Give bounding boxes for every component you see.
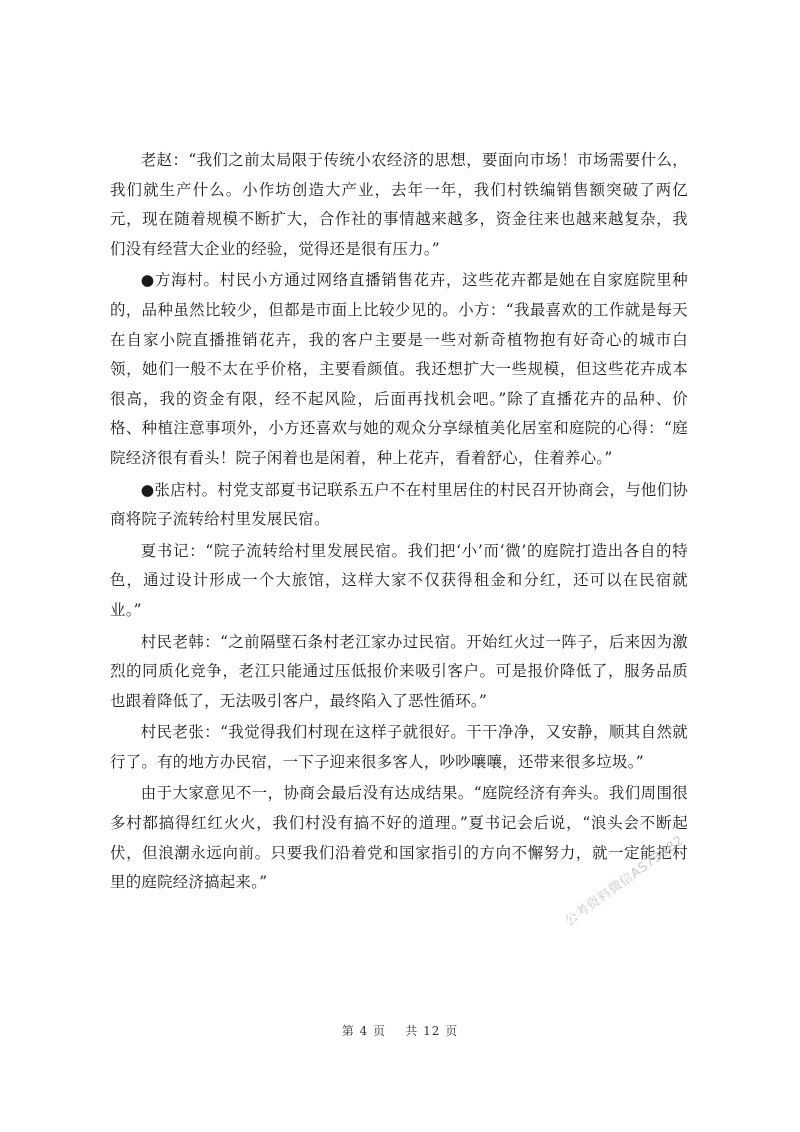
paragraph-villager-laohan: 村民老韩：“之前隔壁石条村老江家办过民宿。开始红火过一阵子，后来因为激烈的同质化竞争，老江只能通过压低报价来吸引客户。可是报价降低了，服务品质也跟着降低了，无法吸引客户，最终陷入了恶性循环。” bbox=[110, 632, 688, 710]
paragraph-fanghai-village: ●方海村。村民小方通过网络直播销售花卉，这些花卉都是她在自家庭院里种的，品种虽然比较少，但都是市面上比较少见的。小方：“我最喜欢的工作就是每天在自家小院直播推销花卉，我的客户主要是一些对新奇植物抱有好奇心的城市白领，她们一般不太在乎价格，主要看颜值。我还想扩大一些规模，但这些花卉成本很高，我的资金有限，经不起风险，后面再找机会吧。”除了直播花卉的品种、价格、种植注意事项外，小方还喜欢与她的观众分享绿植美化居室和庭院的心得：“庭院经济很有看头！院子闲着也是闲着，种上花卉，看着舒心，住着养心。” bbox=[110, 271, 688, 467]
paragraph-conclusion: 由于大家意见不一，协商会最后没有达成结果。“庭院经济有奔头。我们周围很多村都搞得红红火火，我们村没有搞不好的道理。”夏书记会后说，“浪头会不断起伏，但浪潮永远向前。只要我们沿着党和国家指引的方向不懈努力，就一定能把村里的庭院经济搞起来。” bbox=[110, 784, 688, 892]
paragraph-secretary-xia: 夏书记：“院子流转给村里发展民宿。我们把‘小’而‘微’的庭院打造出各自的特色，通过设计形成一个大旅馆，这样大家不仅获得租金和分红，还可以在民宿就业。” bbox=[110, 541, 688, 619]
watermark: 公考资料微信AS73982 bbox=[562, 833, 687, 930]
document-body bbox=[110, 146, 688, 900]
paragraph-laozhao: 老赵：“我们之前太局限于传统小农经济的思想，要面向市场！市场需要什么，我们就生产什么。小作坊创造大产业，去年一年，我们村铁编销售额突破了两亿元，现在随着规模不断扩大，合作社的事情越来越多，资金往来也越来越复杂，我们没有经营大企业的经验，觉得还是很有压力。” bbox=[110, 151, 688, 258]
page-number-footer bbox=[0, 1022, 800, 1039]
paragraph-villager-laozhang: 村民老张：“我觉得我们村现在这样子就很好。干干净净，又安静，顺其自然就行了。有的地方办民宿，一下子迎来很多客人，吵吵嚷嚷，还带来很多垃圾。” bbox=[110, 723, 688, 771]
paragraph-zhangdian-village: ●张店村。村党支部夏书记联系五户不在村里居住的村民召开协商会，与他们协商将院子流转给村里发展民宿。 bbox=[110, 480, 689, 529]
page-number-label: 第 4 页 共 12 页 bbox=[341, 1024, 459, 1038]
